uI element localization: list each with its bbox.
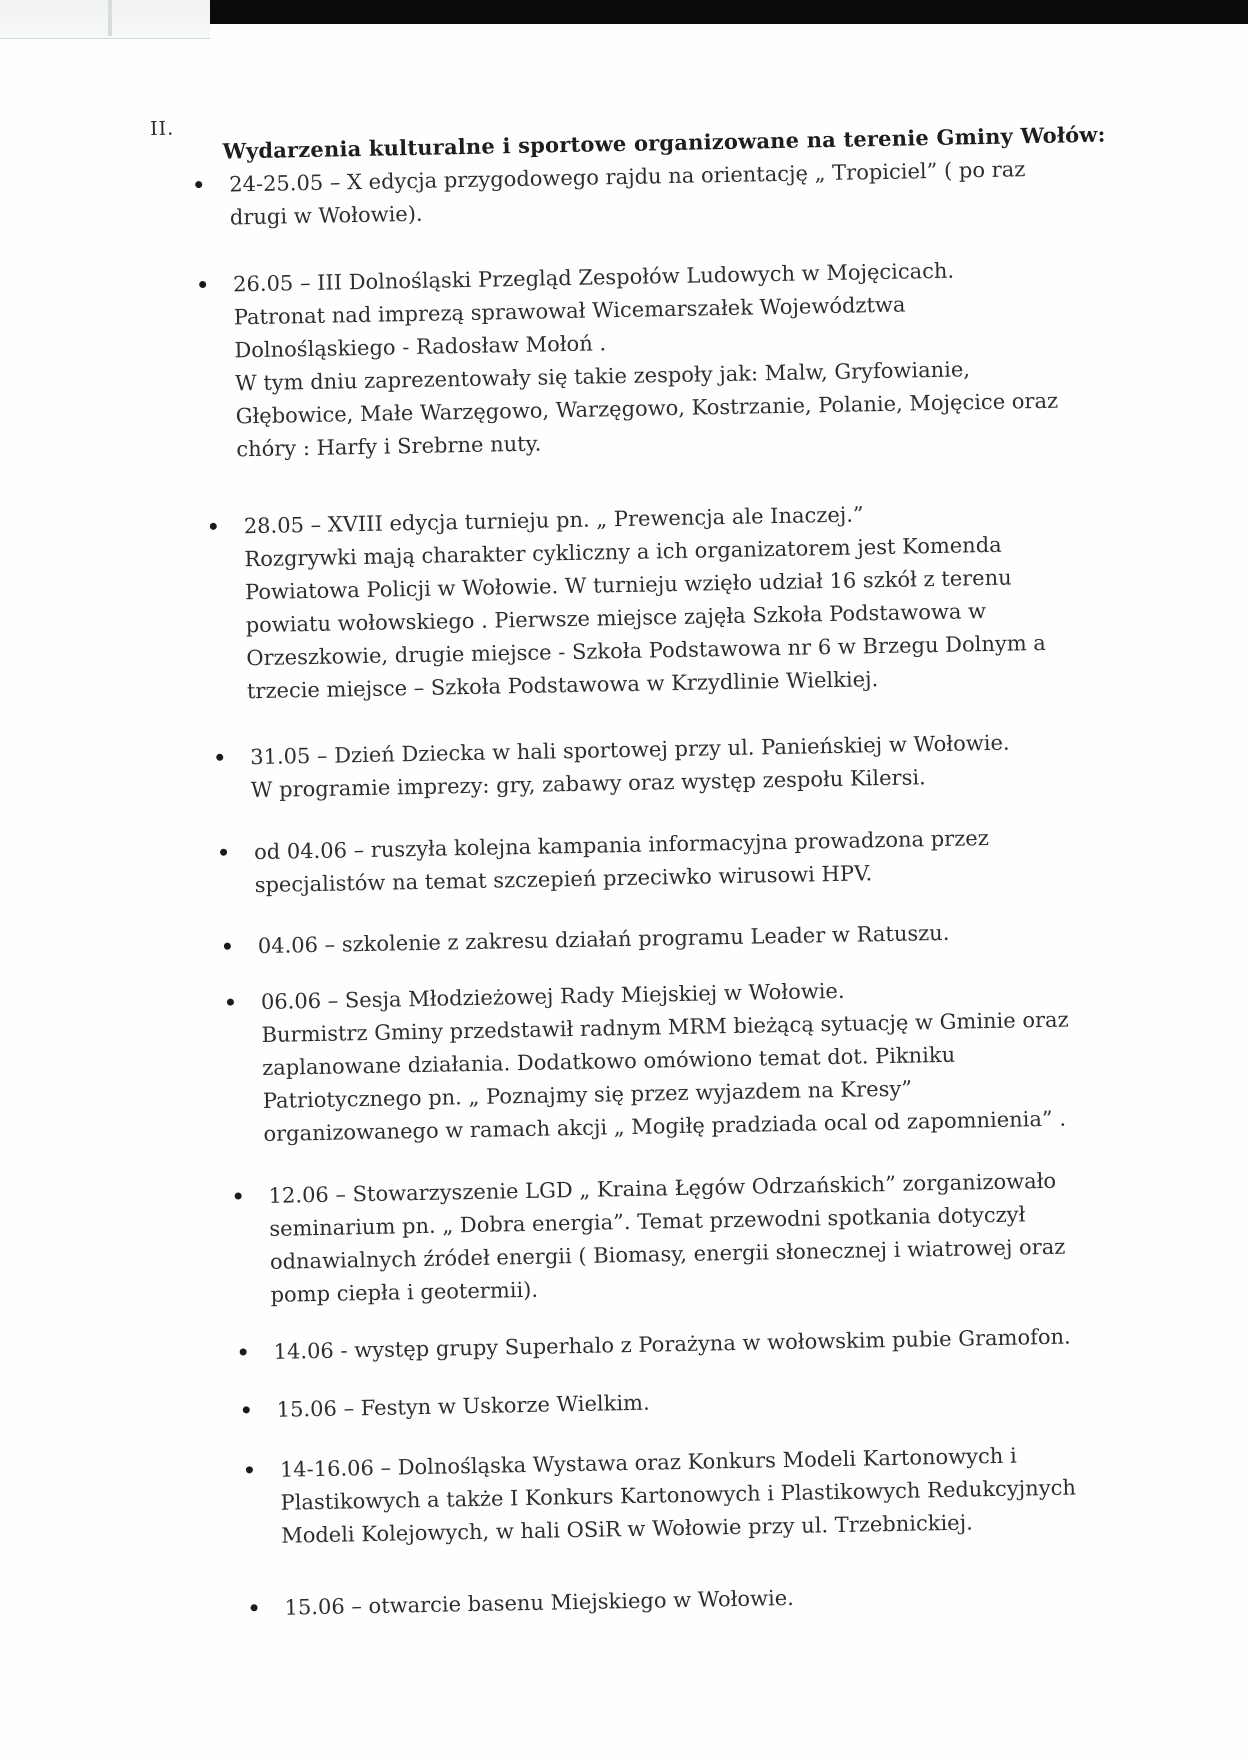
event-text-line: 12.06 – Stowarzyszenie LGD „ Kraina Łęgów Odrzańskich” zorganizowało — [268, 1168, 1057, 1208]
event-text-line: 15.06 – Festyn w Uskorze Wielkim. — [276, 1390, 650, 1422]
event-item — [276, 1377, 1156, 1427]
bullet-icon — [210, 523, 217, 530]
event-text-line: 15.06 – otwarcie basenu Miejskiego w Wołowie. — [284, 1585, 795, 1620]
event-text-line: 04.06 – szkolenie z zakresu działań programu Leader w Ratuszu. — [257, 920, 950, 959]
event-item — [261, 969, 1144, 1151]
event-text-line: W programie imprezy: gry, zabawy oraz występ zespołu Kilersi. — [250, 765, 926, 803]
event-text-line: 06.06 – Sesja Młodzieżowej Rady Miejskiej w Wołowie. — [260, 978, 845, 1015]
event-text-line: 26.05 – III Dolnośląski Przegląd Zespołów Ludowych w Mojęcicach. — [232, 258, 955, 297]
event-text-line: specjalistów na temat szczepień przeciwko wirusowi HPV. — [254, 861, 873, 898]
event-item — [258, 913, 1138, 963]
event-text-line: Rozgrywki mają charakter cykliczny a ich organizatorem jest Komenda — [244, 532, 1002, 572]
event-text-line: Patriotycznego pn. „ Poznajmy się przez wyjazdem na Kresy” — [262, 1076, 913, 1114]
event-item — [284, 1575, 1164, 1625]
bullet-icon — [224, 943, 231, 950]
bullet-icon — [220, 849, 227, 856]
event-text-line: odnawialnych źródeł energii ( Biomasy, energii słonecznej i wiatrowej oraz — [269, 1234, 1066, 1274]
event-text-line: Głębowice, Małe Warzęgowo, Warzęgowo, Kostrzanie, Polanie, Mojęcice oraz — [235, 388, 1059, 429]
event-item — [273, 1319, 1153, 1369]
event-item — [268, 1163, 1150, 1312]
event-text-line: 28.05 – XVIII edycja turnieju pn. „ Prewencja ale Inaczej.” — [243, 502, 864, 539]
event-item — [229, 152, 1110, 235]
bullet-icon — [243, 1406, 250, 1413]
event-text-line: Burmistrz Gminy przedstawił radnym MRM bieżącą sytuację w Gminie oraz — [261, 1007, 1069, 1048]
event-text-line: chóry : Harfy i Srebrne nuty. — [236, 431, 542, 462]
event-item — [244, 493, 1128, 708]
event-text-line: Dolnośląskiego - Radosław Mołoń . — [234, 331, 607, 363]
event-item — [280, 1437, 1162, 1553]
event-item — [250, 724, 1131, 807]
event-text-line: W tym dniu zaprezentowały się takie zespoły jak: Malw, Gryfowianie, — [234, 357, 971, 396]
event-text-line: 14-16.06 – Dolnośląska Wystawa oraz Konkurs Modeli Kartonowych i — [279, 1443, 1017, 1482]
bullet-icon — [235, 1192, 242, 1199]
event-text-line: Powiatowa Policji w Wołowie. W turnieju wzięło udział 16 szkół z terenu — [244, 565, 1012, 605]
event-text-line: trzecie miejsce – Szkoła Podstawowa w Krzydlinie Wielkiej. — [246, 667, 879, 704]
bullet-icon — [216, 754, 223, 761]
event-item — [254, 819, 1135, 902]
event-text-line: Modeli Kolejowych, w hali OSiR w Wołowie przy ul. Trzebnickiej. — [280, 1510, 973, 1548]
event-item — [233, 252, 1117, 467]
section-heading: Wydarzenia kulturalne i sportowe organizowane na terenie Gminy Wołów: — [222, 121, 1106, 164]
bullet-icon — [199, 281, 206, 288]
event-text-line: od 04.06 – ruszyła kolejna kampania informacyjna prowadzona przez — [253, 826, 989, 865]
event-text-line: Orzeszkowie, drugie miejsce - Szkoła Podstawowa nr 6 w Brzegu Dolnym a — [246, 630, 1047, 671]
bullet-icon — [240, 1348, 247, 1355]
event-text-line: pomp ciepła i geotermii). — [270, 1277, 539, 1307]
event-text-line: 24-25.05 – X edycja przygodowego rajdu na orientację „ Tropiciel” ( po raz — [229, 157, 1026, 197]
event-text-line: drugi w Wołowie). — [229, 201, 423, 230]
event-text-line: 31.05 – Dzień Dziecka w hali sportowej przy ul. Panieńskiej w Wołowie. — [250, 730, 1010, 770]
bullet-icon — [246, 1466, 253, 1473]
bullet-icon — [251, 1604, 258, 1611]
bullet-icon — [195, 181, 202, 188]
event-text-line: zaplanowane działania. Dodatkowo omówiono temat dot. Pikniku — [261, 1042, 956, 1081]
section-number: II. — [149, 117, 175, 140]
event-text-line: seminarium pn. „ Dobra energia”. Temat przewodni spotkania dotyczył — [269, 1202, 1026, 1241]
event-text-line: 14.06 - występ grupy Superhalo z Porażyna w wołowskim pubie Gramofon. — [273, 1324, 1071, 1364]
bullet-icon — [227, 999, 234, 1006]
event-text-line: Patronat nad imprezą sprawował Wicemarszałek Województwa — [233, 292, 906, 330]
event-text-line: Plastikowych a także I Konkurs Kartonowych i Plastikowych Redukcyjnych — [280, 1475, 1077, 1515]
event-text-line: organizowanego w ramach akcji „ Mogiłę pradziada ocal od zapomnienia” . — [263, 1106, 1067, 1147]
event-text-line: powiatu wołowskiego . Pierwsze miejsce zajęła Szkoła Podstawowa w — [245, 599, 987, 638]
